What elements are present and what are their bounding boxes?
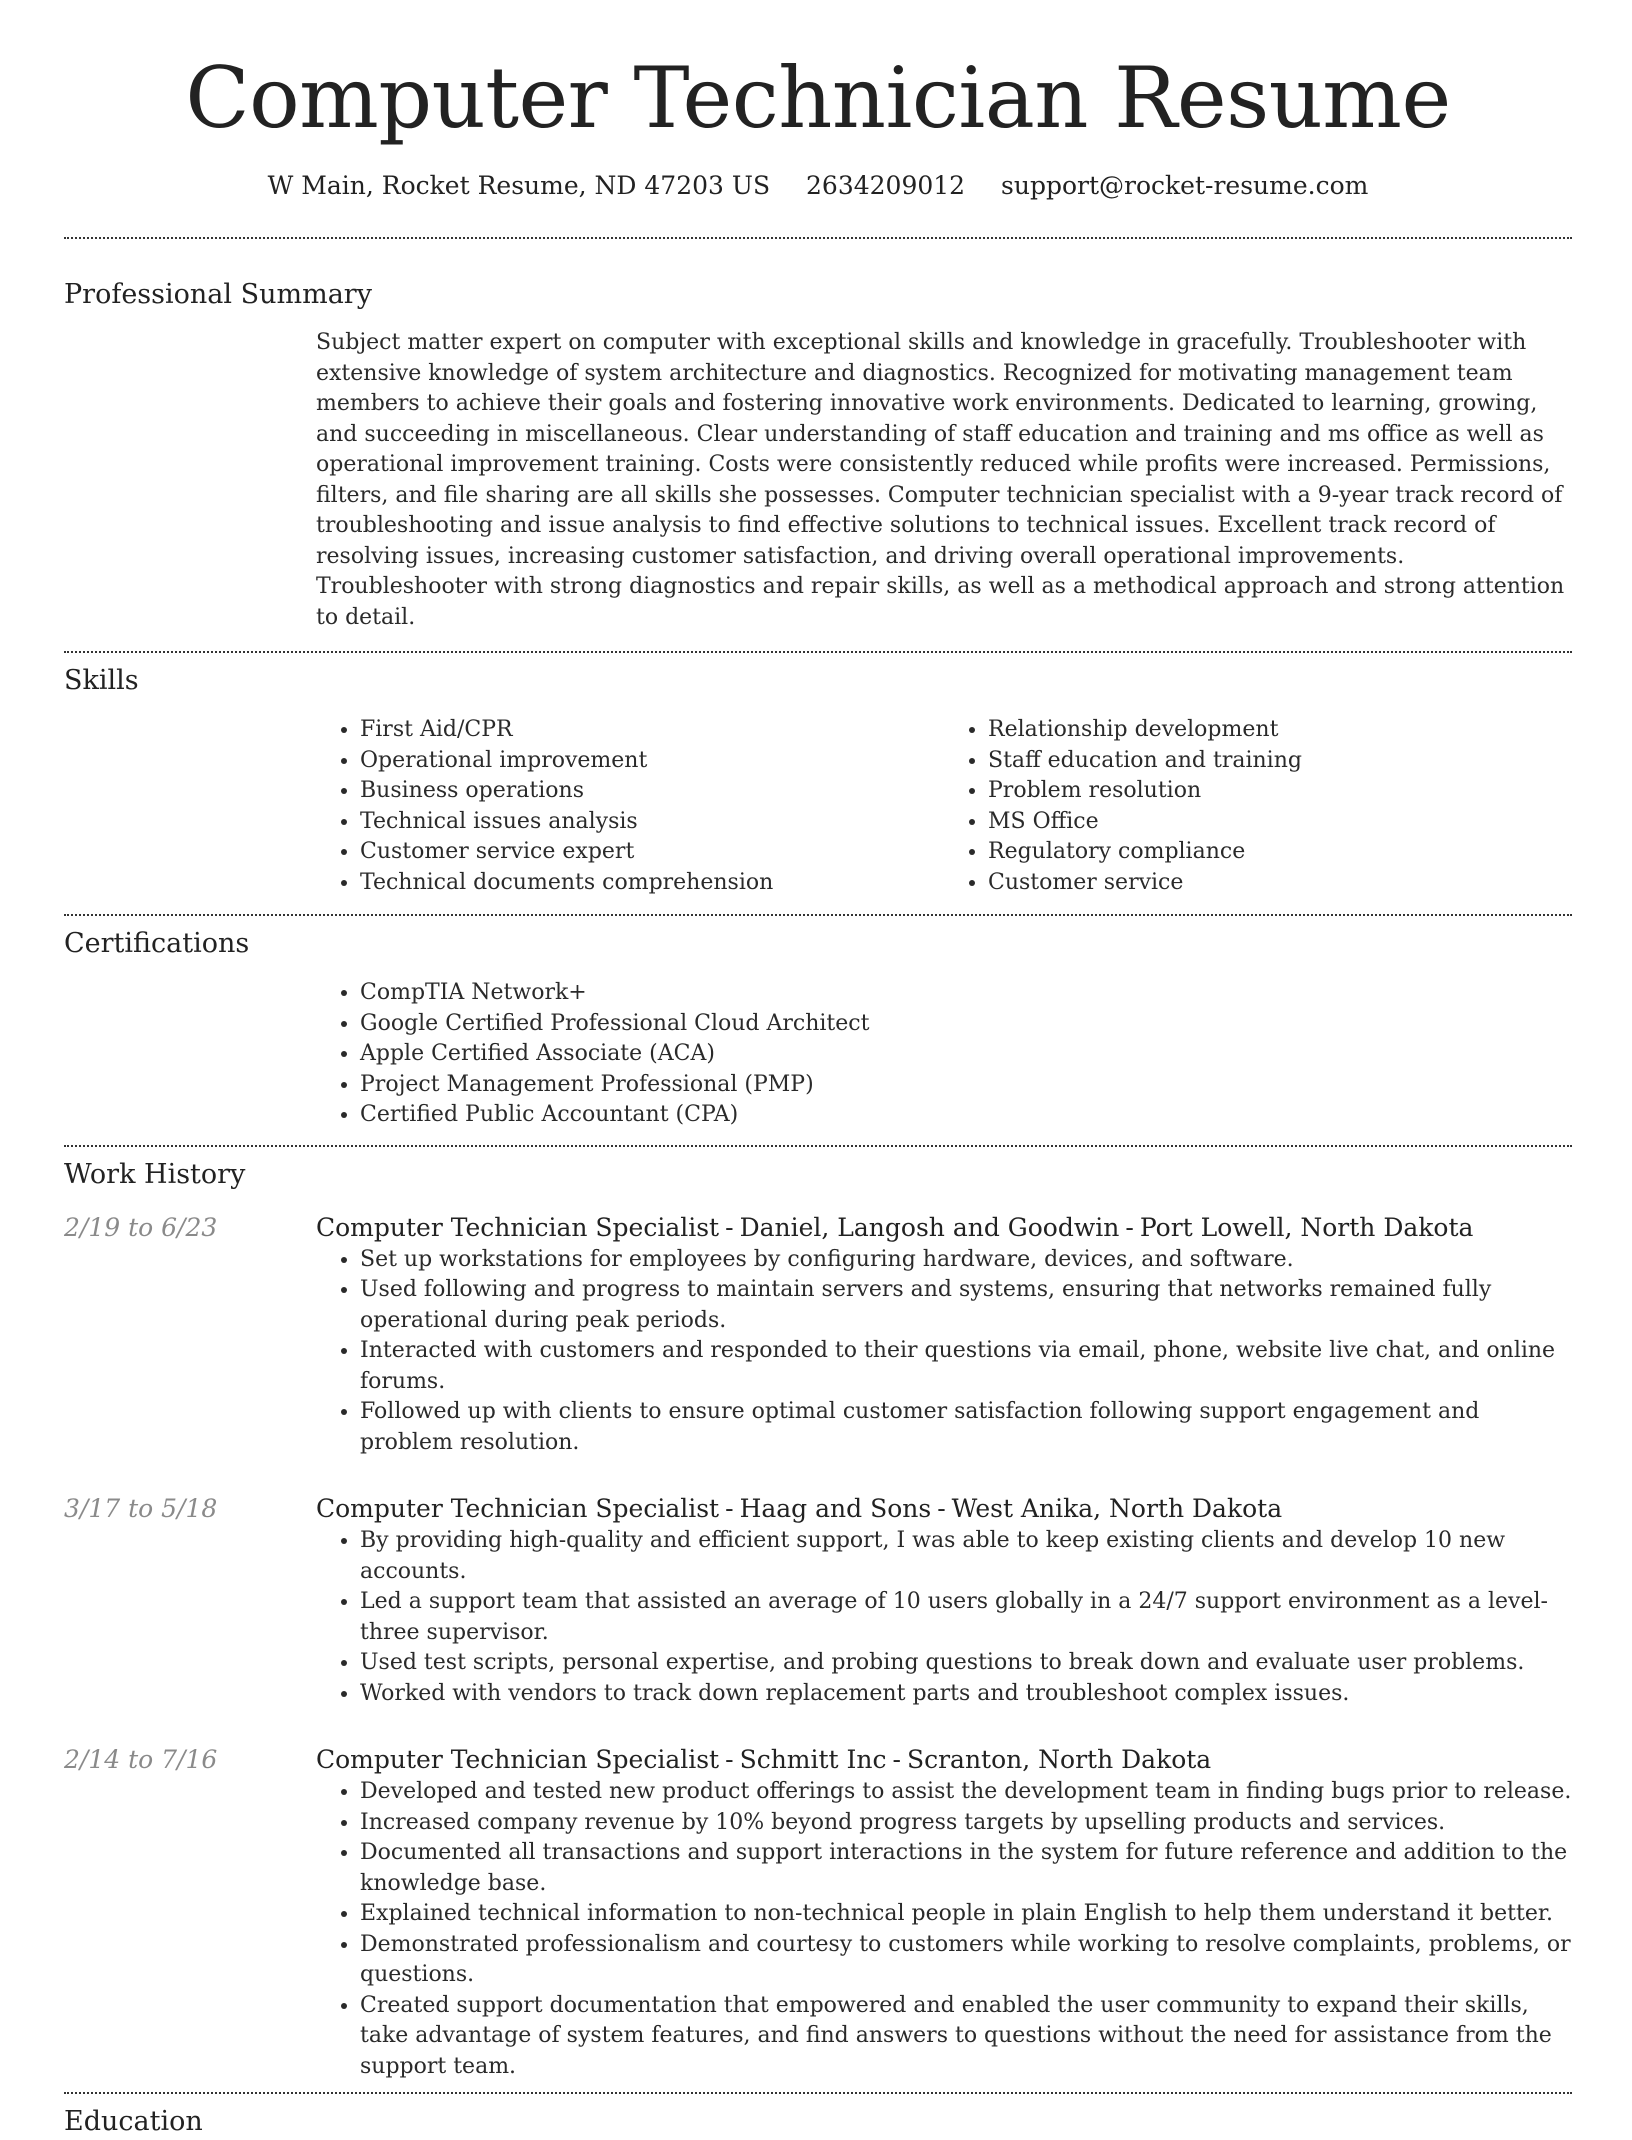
responsibility-item: • Led a support team that assisted an average of 10 users globally in a 24/7 support environment as a level-three supervisor. bbox=[360, 1587, 1572, 1648]
responsibility-item: • Interacted with customers and responded to their questions via email, phone, website live chat, and online forums. bbox=[360, 1336, 1572, 1397]
work-history-list bbox=[64, 1211, 1572, 2083]
job-details bbox=[316, 1743, 1572, 2082]
section-divider bbox=[64, 237, 1572, 239]
responsibility-item: • Developed and tested new product offerings to assist the development team in finding bugs prior to release. bbox=[360, 1777, 1572, 1808]
job-details bbox=[316, 1492, 1572, 1709]
certification-item: • Certified Public Accountant (CPA) bbox=[360, 1100, 1572, 1131]
skill-item: • MS Office bbox=[988, 807, 1572, 838]
job-location: Scranton, North Dakota bbox=[906, 1745, 1212, 1774]
job-separator: - bbox=[892, 1745, 901, 1774]
job-separator: - bbox=[937, 1494, 946, 1523]
job-responsibilities bbox=[316, 1777, 1572, 2082]
job-details bbox=[316, 1211, 1572, 1459]
responsibility-item: • Used test scripts, personal expertise, and probing questions to break down and evaluate user problems. bbox=[360, 1648, 1572, 1679]
job-title: Computer Technician Specialist bbox=[316, 1212, 720, 1242]
certification-item: • Project Management Professional (PMP) bbox=[360, 1070, 1572, 1101]
job-dates: 2/19 to 6/23 bbox=[64, 1212, 218, 1242]
responsibility-item: • Worked with vendors to track down replacement parts and troubleshoot complex issues. bbox=[360, 1679, 1572, 1710]
skill-item: • Technical issues analysis bbox=[360, 807, 944, 838]
job-entry bbox=[64, 1743, 1572, 2082]
job-entry bbox=[64, 1211, 1572, 1459]
section-title-certifications: Certifications bbox=[64, 928, 250, 959]
responsibility-item: • Explained technical information to non-technical people in plain English to help them understand it better. bbox=[360, 1899, 1572, 1930]
certification-item: • Google Certified Professional Cloud Architect bbox=[360, 1009, 1572, 1040]
section-divider bbox=[64, 1145, 1572, 1147]
certifications-list bbox=[316, 978, 1572, 1131]
certification-item: • Apple Certified Associate (ACA) bbox=[360, 1039, 1572, 1070]
job-separator: - bbox=[725, 1494, 734, 1523]
skill-item: • Relationship development bbox=[988, 715, 1572, 746]
responsibility-item: • Used following and progress to maintain servers and systems, ensuring that networks remained fully operational during peak periods. bbox=[360, 1275, 1572, 1336]
job-company: Haag and Sons bbox=[739, 1494, 932, 1523]
job-separator: - bbox=[1125, 1212, 1134, 1242]
responsibility-item: • Set up workstations for employees by configuring hardware, devices, and software. bbox=[360, 1245, 1572, 1276]
job-separator: - bbox=[725, 1212, 734, 1242]
skill-item: • Customer service expert bbox=[360, 837, 944, 868]
responsibility-item: • Increased company revenue by 10% beyond progress targets by upselling products and services. bbox=[360, 1808, 1572, 1839]
job-entry bbox=[64, 1492, 1572, 1709]
contact-email: support@rocket-resume.com bbox=[1001, 171, 1369, 200]
resume-page bbox=[64, 0, 1572, 2140]
job-dates: 3/17 to 5/18 bbox=[64, 1494, 218, 1523]
skills-column-right bbox=[944, 715, 1572, 898]
job-heading bbox=[316, 1211, 1572, 1245]
section-title-education: Education bbox=[64, 2106, 203, 2137]
certification-item: • CompTIA Network+ bbox=[360, 978, 1572, 1009]
skill-item: • Technical documents comprehension bbox=[360, 868, 944, 899]
contact-address: W Main, Rocket Resume, ND 47203 US bbox=[267, 171, 771, 200]
job-title: Computer Technician Specialist bbox=[316, 1745, 720, 1774]
contact-phone: 2634209012 bbox=[806, 171, 966, 200]
summary-text: Subject matter expert on computer with exceptional skills and knowledge in gracefully. Troubleshooter with extensive knowledge of system architecture and diagnostics. Recognized for motivating management team members to achieve their goals and fostering innovative work environments. Dedicated to learning, growing, and succeeding in miscellaneous. Clear understanding of staff education and training and ms office as well as operational improvement training. Costs were consistently reduced while profits were increased. Permissions, filters, and file sharing are all skills she possesses. Computer technician specialist with a 9-year track record of troubleshooting and issue analysis to find effective solutions to technical issues. Excellent track record of resolving issues, increasing customer satisfaction, and driving overall operational improvements. Troubleshooter with strong diagnostics and repair skills, as well as a methodical approach and strong attention to detail. bbox=[316, 330, 1565, 630]
responsibility-item: • Created support documentation that empowered and enabled the user community to expand their skills, take advantage of system features, and find answers to questions without the need for assistance from the support team. bbox=[360, 1991, 1572, 2083]
section-divider bbox=[64, 2092, 1572, 2094]
skill-item: • First Aid/CPR bbox=[360, 715, 944, 746]
section-divider bbox=[64, 914, 1572, 916]
section-title-skills: Skills bbox=[64, 665, 139, 696]
skill-item: • Operational improvement bbox=[360, 746, 944, 777]
skills-column-left bbox=[316, 715, 944, 898]
job-location: West Anika, North Dakota bbox=[951, 1494, 1283, 1523]
job-company: Daniel, Langosh and Goodwin bbox=[739, 1212, 1120, 1242]
skill-item: • Customer service bbox=[988, 868, 1572, 899]
skill-item: • Regulatory compliance bbox=[988, 837, 1572, 868]
resume-title: Computer Technician Resume bbox=[185, 49, 1451, 147]
job-dates: 2/14 to 7/16 bbox=[64, 1745, 218, 1774]
skill-item: • Business operations bbox=[360, 776, 944, 807]
section-divider bbox=[64, 651, 1572, 653]
job-location: Port Lowell, North Dakota bbox=[1139, 1212, 1474, 1242]
skill-item: • Problem resolution bbox=[988, 776, 1572, 807]
responsibility-item: • Followed up with clients to ensure optimal customer satisfaction following support engagement and problem resolution. bbox=[360, 1397, 1572, 1458]
job-separator: - bbox=[725, 1745, 734, 1774]
skills-list bbox=[316, 715, 1572, 898]
responsibility-item: • By providing high-quality and efficient support, I was able to keep existing clients and develop 10 new accounts. bbox=[360, 1526, 1572, 1587]
responsibility-item: • Demonstrated professionalism and courtesy to customers while working to resolve complaints, problems, or questions. bbox=[360, 1930, 1572, 1991]
section-title-work-history: Work History bbox=[64, 1158, 246, 1190]
job-heading bbox=[316, 1492, 1572, 1526]
job-responsibilities bbox=[316, 1526, 1572, 1709]
section-title-summary: Professional Summary bbox=[64, 279, 372, 310]
contact-line bbox=[64, 168, 1572, 204]
job-responsibilities bbox=[316, 1245, 1572, 1459]
responsibility-item: • Documented all transactions and support interactions in the system for future reference and addition to the knowledge base. bbox=[360, 1838, 1572, 1899]
job-heading bbox=[316, 1743, 1572, 1777]
job-company: Schmitt Inc bbox=[739, 1745, 887, 1774]
job-title: Computer Technician Specialist bbox=[316, 1494, 720, 1523]
skill-item: • Staff education and training bbox=[988, 746, 1572, 777]
